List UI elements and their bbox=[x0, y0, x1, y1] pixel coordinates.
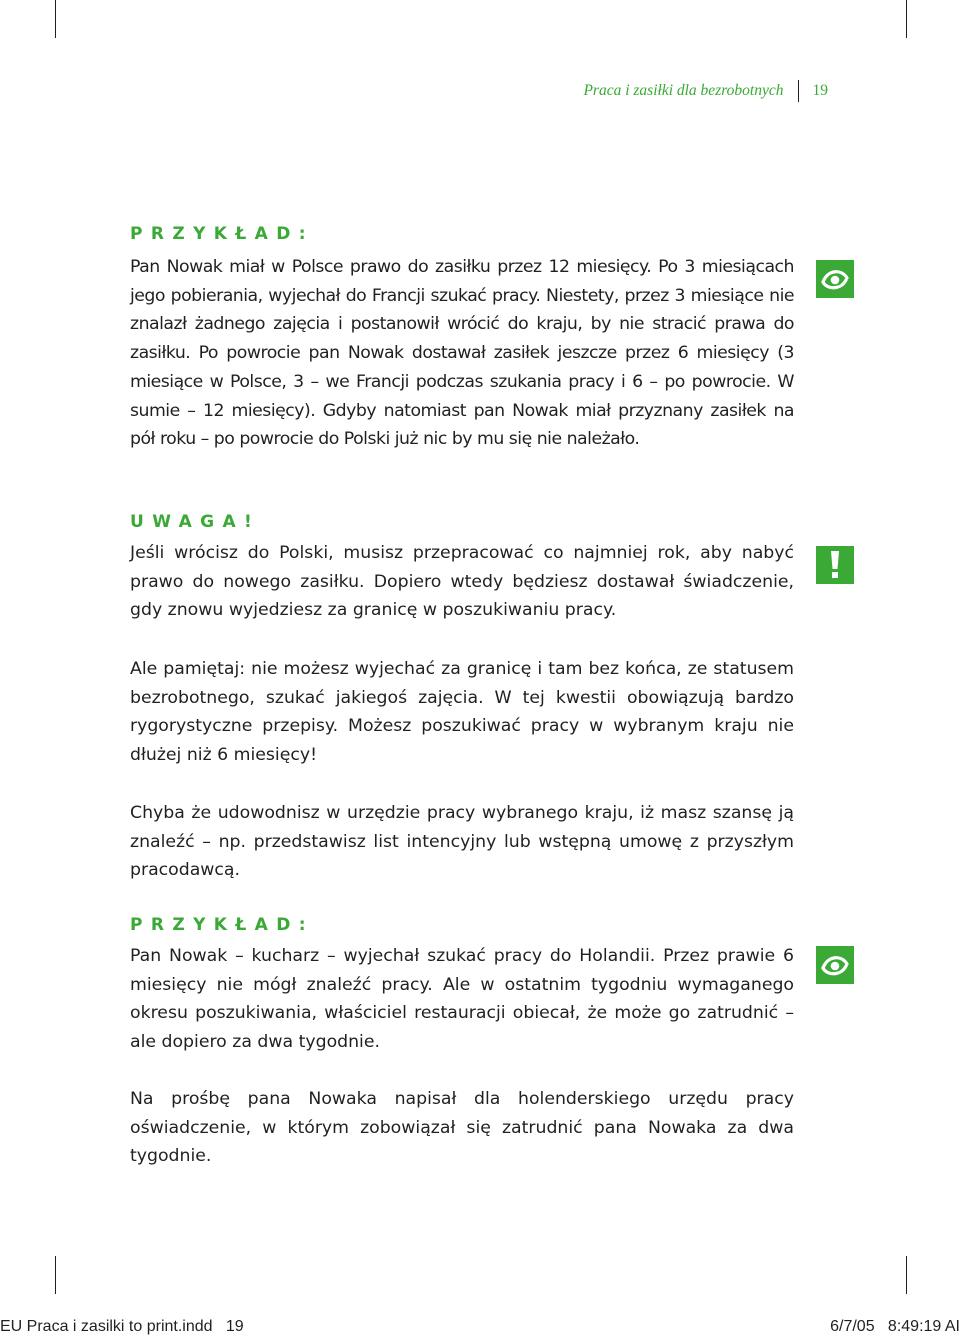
example-text: Pan Nowak miał w Polsce prawo do zasiłku przez 12 miesięcy. Po 3 miesiącach jego pobierania, wyjechał do Francji szukać pracy. Niestety, przez 3 miesiące nie znalazł żadnego zajęcia i postanowił wrócić do kraju, by nie stracić prawa do zasiłku. Po powrocie pan Nowak dostawał zasiłek jeszcze przez 6 miesięcy (3 miesiące w Polsce, 3 – we Francji podczas szukania pracy i 6 – po powrocie. W sumie – 12 miesięcy). Gdyby natomiast pan Nowak miał przyznany zasiłek na pół roku – po powrocie do Polski już nic by mu się nie należało. bbox=[130, 257, 794, 450]
warning-text: Jeśli wrócisz do Polski, musisz przepracować co najmniej rok, aby nabyć prawo do nowego zasiłku. Dopiero wtedy będziesz dostawał świadczenie, gdy znowu wyjedziesz za granicę w poszukiwaniu pracy. bbox=[130, 543, 794, 621]
eye-icon bbox=[816, 260, 854, 298]
warning-heading: UWAGA! bbox=[130, 512, 261, 532]
eye-icon bbox=[816, 946, 854, 984]
footer-timestamp: 6/7/05 8:49:19 AI bbox=[830, 1318, 960, 1335]
running-header bbox=[583, 80, 828, 102]
header-divider bbox=[798, 80, 799, 102]
crop-mark bbox=[55, 1256, 56, 1294]
example-heading: PRZYKŁAD: bbox=[130, 915, 314, 935]
crop-mark bbox=[55, 0, 56, 38]
crop-mark bbox=[906, 1256, 907, 1294]
example-heading: PRZYKŁAD: bbox=[130, 224, 314, 244]
request-paragraph: Na prośbę pana Nowaka napisał dla holenderskiego urzędu pracy oświadczenie, w którym zobowiązał się zatrudnić pana Nowaka za dwa tygodnie. bbox=[130, 1089, 794, 1167]
exclamation-icon bbox=[816, 546, 854, 584]
example-text: Pan Nowak – kucharz – wyjechał szukać pracy do Holandii. Przez prawie 6 miesięcy nie mógł znaleźć pracy. Ale w ostatnim tygodniu wymaganego okresu poszukiwania, właściciel restauracji obiecał, że może go zatrudnić – ale dopiero za dwa tygodnie. bbox=[130, 946, 794, 1053]
footer-file-slug: EU Praca i zasilki to print.indd 19 bbox=[0, 1318, 244, 1335]
unless-paragraph: Chyba że udowodnisz w urzędzie pracy wybranego kraju, iż masz szansę ją znaleźć – np. przedstawisz list intencyjny lub wstępną umowę z przyszłym pracodawcą. bbox=[130, 803, 794, 881]
crop-mark bbox=[906, 0, 907, 38]
running-title: Praca i zasiłki dla bezrobotnych bbox=[583, 82, 784, 99]
page-number: 19 bbox=[812, 82, 828, 99]
remember-paragraph: Ale pamiętaj: nie możesz wyjechać za granicę i tam bez końca, ze statusem bezrobotnego, szukać jakiegoś zajęcia. W tej kwestii obowiązują bardzo rygorystyczne przepisy. Możesz poszukiwać pracy w wybranym kraju nie dłużej niż 6 miesięcy! bbox=[130, 659, 794, 766]
